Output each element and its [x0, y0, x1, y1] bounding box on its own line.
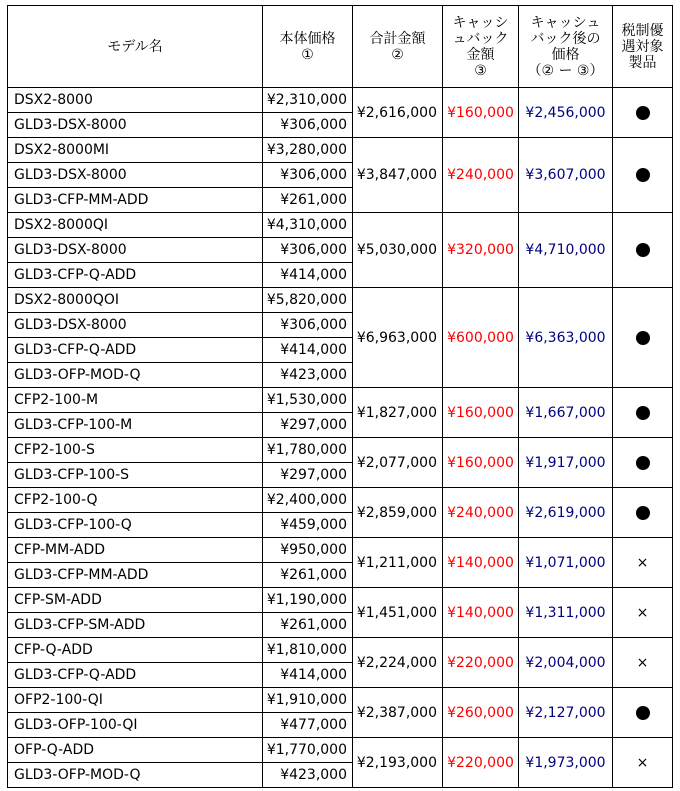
unit-price-cell: ¥414,000 [263, 663, 353, 688]
unit-price-cell: ¥2,310,000 [263, 88, 353, 113]
cashback-amount-cell: ¥320,000 [443, 213, 519, 288]
table-row [8, 88, 673, 113]
tax-eligible-cell [613, 388, 673, 438]
price-after-cashback-cell: ¥2,619,000 [519, 488, 613, 538]
cashback-amount-cell: ¥600,000 [443, 288, 519, 388]
cashback-amount-cell: ¥220,000 [443, 638, 519, 688]
header-row [8, 6, 673, 88]
header-after-cashback: キャッシュ バック後の 価格 （② ー ③） [519, 6, 613, 88]
total-price-cell: ¥2,387,000 [353, 688, 443, 738]
model-name-cell: GLD3-CFP-Q-ADD [8, 338, 263, 363]
tax-eligible-cell [613, 738, 673, 788]
model-name-cell: GLD3-DSX-8000 [8, 238, 263, 263]
tax-eligible-cell [613, 538, 673, 588]
eligible-dot-icon [636, 168, 650, 182]
unit-price-cell: ¥297,000 [263, 463, 353, 488]
eligible-dot-icon [636, 106, 650, 120]
price-after-cashback-cell: ¥4,710,000 [519, 213, 613, 288]
model-name-cell: GLD3-CFP-MM-ADD [8, 188, 263, 213]
eligible-dot-icon [636, 243, 650, 257]
price-after-cashback-cell: ¥6,363,000 [519, 288, 613, 388]
tax-eligible-cell [613, 688, 673, 738]
total-price-cell: ¥2,616,000 [353, 88, 443, 138]
unit-price-cell: ¥950,000 [263, 538, 353, 563]
unit-price-cell: ¥414,000 [263, 263, 353, 288]
header-total: 合計金額 ② [353, 6, 443, 88]
model-name-cell: DSX2-8000QOI [8, 288, 263, 313]
table-row [8, 738, 673, 763]
total-price-cell: ¥2,224,000 [353, 638, 443, 688]
total-price-cell: ¥1,827,000 [353, 388, 443, 438]
model-name-cell: DSX2-8000MI [8, 138, 263, 163]
unit-price-cell: ¥1,780,000 [263, 438, 353, 463]
total-price-cell: ¥6,963,000 [353, 288, 443, 388]
cashback-price-table [7, 5, 673, 788]
unit-price-cell: ¥3,280,000 [263, 138, 353, 163]
total-price-cell: ¥5,030,000 [353, 213, 443, 288]
unit-price-cell: ¥5,820,000 [263, 288, 353, 313]
model-name-cell: GLD3-CFP-MM-ADD [8, 563, 263, 588]
model-name-cell: GLD3-DSX-8000 [8, 313, 263, 338]
tax-eligible-cell [613, 88, 673, 138]
price-after-cashback-cell: ¥2,004,000 [519, 638, 613, 688]
model-name-cell: DSX2-8000 [8, 88, 263, 113]
tax-eligible-cell [613, 288, 673, 388]
price-after-cashback-cell: ¥1,311,000 [519, 588, 613, 638]
model-name-cell: OFP-Q-ADD [8, 738, 263, 763]
tax-eligible-cell [613, 438, 673, 488]
price-after-cashback-cell: ¥3,607,000 [519, 138, 613, 213]
table-row [8, 588, 673, 613]
tax-eligible-cell [613, 213, 673, 288]
total-price-cell: ¥3,847,000 [353, 138, 443, 213]
table-row [8, 138, 673, 163]
unit-price-cell: ¥297,000 [263, 413, 353, 438]
model-name-cell: GLD3-CFP-Q-ADD [8, 663, 263, 688]
model-name-cell: GLD3-DSX-8000 [8, 163, 263, 188]
eligible-dot-icon [636, 406, 650, 420]
model-name-cell: DSX2-8000QI [8, 213, 263, 238]
unit-price-cell: ¥1,910,000 [263, 688, 353, 713]
not-eligible-cross-icon: × [636, 754, 649, 771]
model-name-cell: CFP2-100-M [8, 388, 263, 413]
unit-price-cell: ¥2,400,000 [263, 488, 353, 513]
unit-price-cell: ¥261,000 [263, 563, 353, 588]
model-name-cell: CFP2-100-S [8, 438, 263, 463]
not-eligible-cross-icon: × [636, 554, 649, 571]
unit-price-cell: ¥306,000 [263, 113, 353, 138]
cashback-amount-cell: ¥160,000 [443, 88, 519, 138]
unit-price-cell: ¥1,530,000 [263, 388, 353, 413]
not-eligible-cross-icon: × [636, 604, 649, 621]
table-row [8, 388, 673, 413]
not-eligible-cross-icon: × [636, 654, 649, 671]
unit-price-cell: ¥1,770,000 [263, 738, 353, 763]
total-price-cell: ¥2,859,000 [353, 488, 443, 538]
cashback-amount-cell: ¥240,000 [443, 488, 519, 538]
unit-price-cell: ¥1,810,000 [263, 638, 353, 663]
price-after-cashback-cell: ¥1,071,000 [519, 538, 613, 588]
unit-price-cell: ¥306,000 [263, 163, 353, 188]
model-name-cell: CFP-MM-ADD [8, 538, 263, 563]
unit-price-cell: ¥261,000 [263, 188, 353, 213]
model-name-cell: GLD3-CFP-100-M [8, 413, 263, 438]
cashback-amount-cell: ¥240,000 [443, 138, 519, 213]
table-row [8, 488, 673, 513]
tax-eligible-cell [613, 638, 673, 688]
unit-price-cell: ¥1,190,000 [263, 588, 353, 613]
eligible-dot-icon [636, 506, 650, 520]
cashback-amount-cell: ¥260,000 [443, 688, 519, 738]
total-price-cell: ¥2,193,000 [353, 738, 443, 788]
model-name-cell: CFP-Q-ADD [8, 638, 263, 663]
table-row [8, 538, 673, 563]
unit-price-cell: ¥459,000 [263, 513, 353, 538]
model-name-cell: OFP2-100-QI [8, 688, 263, 713]
model-name-cell: GLD3-OFP-MOD-Q [8, 363, 263, 388]
header-tax-eligible: 税制優 遇対象 製品 [613, 6, 673, 88]
eligible-dot-icon [636, 331, 650, 345]
price-after-cashback-cell: ¥1,667,000 [519, 388, 613, 438]
cashback-amount-cell: ¥140,000 [443, 588, 519, 638]
table-row [8, 438, 673, 463]
model-name-cell: CFP-SM-ADD [8, 588, 263, 613]
header-model: モデル名 [8, 6, 263, 88]
price-after-cashback-cell: ¥1,973,000 [519, 738, 613, 788]
unit-price-cell: ¥423,000 [263, 763, 353, 788]
model-name-cell: GLD3-CFP-100-Q [8, 513, 263, 538]
table-row [8, 213, 673, 238]
price-after-cashback-cell: ¥2,127,000 [519, 688, 613, 738]
table-row [8, 688, 673, 713]
unit-price-cell: ¥306,000 [263, 313, 353, 338]
tax-eligible-cell [613, 138, 673, 213]
unit-price-cell: ¥477,000 [263, 713, 353, 738]
eligible-dot-icon [636, 706, 650, 720]
model-name-cell: CFP2-100-Q [8, 488, 263, 513]
cashback-amount-cell: ¥140,000 [443, 538, 519, 588]
model-name-cell: GLD3-CFP-SM-ADD [8, 613, 263, 638]
total-price-cell: ¥2,077,000 [353, 438, 443, 488]
model-name-cell: GLD3-CFP-Q-ADD [8, 263, 263, 288]
unit-price-cell: ¥306,000 [263, 238, 353, 263]
unit-price-cell: ¥4,310,000 [263, 213, 353, 238]
header-cashback: キャッシ ュバック 金額 ③ [443, 6, 519, 88]
model-name-cell: GLD3-CFP-100-S [8, 463, 263, 488]
model-name-cell: GLD3-DSX-8000 [8, 113, 263, 138]
unit-price-cell: ¥423,000 [263, 363, 353, 388]
cashback-amount-cell: ¥220,000 [443, 738, 519, 788]
cashback-amount-cell: ¥160,000 [443, 438, 519, 488]
cashback-amount-cell: ¥160,000 [443, 388, 519, 438]
eligible-dot-icon [636, 456, 650, 470]
tax-eligible-cell [613, 488, 673, 538]
table-row [8, 288, 673, 313]
table-row [8, 638, 673, 663]
unit-price-cell: ¥414,000 [263, 338, 353, 363]
unit-price-cell: ¥261,000 [263, 613, 353, 638]
tax-eligible-cell [613, 588, 673, 638]
price-after-cashback-cell: ¥2,456,000 [519, 88, 613, 138]
header-price: 本体価格 ① [263, 6, 353, 88]
total-price-cell: ¥1,451,000 [353, 588, 443, 638]
model-name-cell: GLD3-OFP-100-QI [8, 713, 263, 738]
model-name-cell: GLD3-OFP-MOD-Q [8, 763, 263, 788]
total-price-cell: ¥1,211,000 [353, 538, 443, 588]
price-after-cashback-cell: ¥1,917,000 [519, 438, 613, 488]
